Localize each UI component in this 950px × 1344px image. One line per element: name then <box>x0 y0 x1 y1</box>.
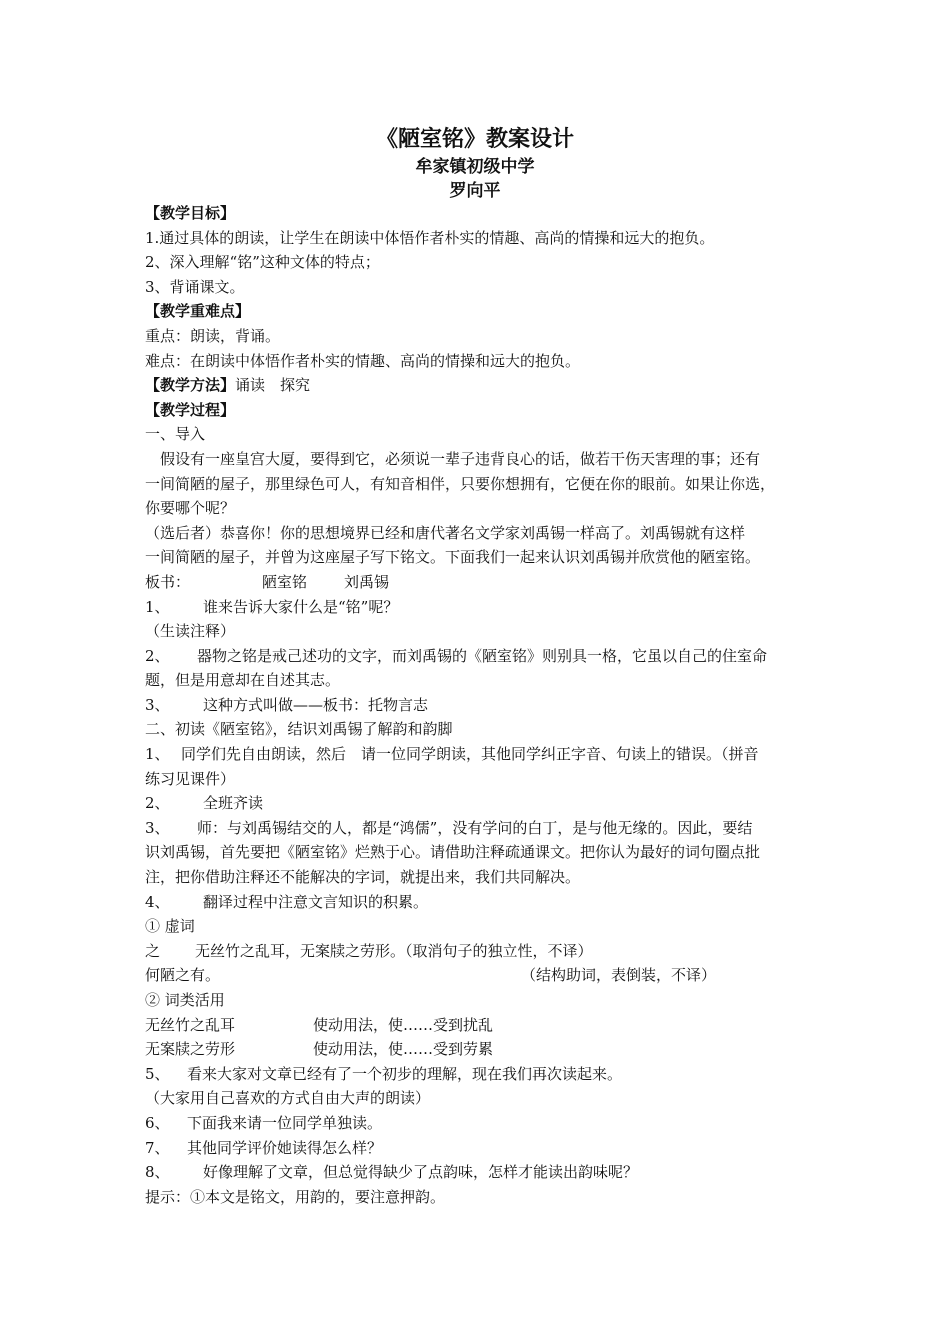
method-heading: 【教学方法】 <box>145 376 236 395</box>
paragraph-line: 识刘禹锡，首先要把《陋室铭》烂熟于心。请借助注释疏通课文。把你认为最好的词句圈点批 <box>145 843 761 862</box>
list-item <box>145 1062 825 1087</box>
example-text: 无丝竹之乱耳，无案牍之劳形。（取消句子的独立性，不译） <box>195 941 593 960</box>
board-line <box>145 570 825 595</box>
list-item <box>145 1136 825 1161</box>
process-heading: 【教学过程】 <box>145 400 236 419</box>
list-text: 好像理解了文章，但总觉得缺少了点韵味，怎样才能读出韵味呢？ <box>203 1163 639 1182</box>
example-note: 使动用法，使……受到劳累 <box>313 1040 494 1059</box>
method-line <box>145 373 825 398</box>
paragraph-line: （选后者）恭喜你！你的思想境界已经和唐代著名文学家刘禹锡一样高了。刘禹锡就有这样 <box>145 523 746 542</box>
example-note: （结构助词，表倒装，不译） <box>521 966 717 985</box>
paragraph-line: 练习见课件） <box>145 769 236 788</box>
method-text: 诵读 探究 <box>235 376 311 395</box>
list-number: 8、 <box>145 1163 170 1182</box>
list-number: 1、 <box>145 745 170 764</box>
paragraph-line: 一间简陋的屋子，那里绿色可人，有知音相伴，只要你想拥有，它便在你的眼前。如果让你选， <box>145 474 776 493</box>
paragraph-line: 假设有一座皇宫大厦，要得到它，必须说一辈子违背良心的话，做若干伤天害理的事；还有 <box>145 449 761 468</box>
document-body <box>145 201 825 1209</box>
paragraph-line: 一间简陋的屋子，并曾为这座屋子写下铭文。下面我们一起来认识刘禹锡并欣赏他的陋室铭。 <box>145 548 761 567</box>
note-line: （大家用自己喜欢的方式自由大声的朗读） <box>145 1089 431 1108</box>
list-text: 谁来告诉大家什么是“铭”呢？ <box>203 597 399 616</box>
list-text: 同学们先自由朗读，然后 请一位同学朗读，其他同学纠正字音、句读上的错误。（拼音 <box>181 745 759 764</box>
list-number: 3、 <box>145 695 170 714</box>
list-text: 师：与刘禹锡结交的人，都是“鸿儒”，没有学问的白丁，是与他无缘的。因此，要结 <box>197 818 753 837</box>
difficult-point: 难点：在朗读中体悟作者朴实的情趣、高尚的情操和远大的抱负。 <box>145 351 581 370</box>
list-item <box>145 644 825 669</box>
paragraph-line: 你要哪个呢？ <box>145 499 236 518</box>
list-number: 3、 <box>145 818 170 837</box>
doc-title: 《陋室铭》教案设计 <box>375 127 574 152</box>
sub-heading: ① 虚词 <box>145 917 195 936</box>
example-text: 无案牍之劳形 <box>145 1040 236 1059</box>
author-name: 罗向平 <box>449 181 501 201</box>
list-text: 翻译过程中注意文言知识的积累。 <box>203 892 429 911</box>
sub-heading: ② 词类活用 <box>145 991 225 1009</box>
example-word: 之 <box>145 941 161 960</box>
paragraph-line: 题，但是用意却在自述其志。 <box>145 671 341 690</box>
example-line <box>145 1013 825 1038</box>
goal-item: 1.通过具体的朗读，让学生在朗读中体悟作者朴实的情趣、高尚的情操和远大的抱负。 <box>145 228 715 247</box>
example-line <box>145 963 825 988</box>
board-author: 刘禹锡 <box>344 572 390 591</box>
key-points-heading: 【教学重难点】 <box>145 302 251 321</box>
list-text: 这种方式叫做——板书：托物言志 <box>203 695 429 714</box>
goal-item: 3、背诵课文。 <box>145 277 245 296</box>
list-number: 4、 <box>145 892 170 911</box>
list-number: 1、 <box>145 597 170 616</box>
list-text: 看来大家对文章已经有了一个初步的理解，现在我们再次读起来。 <box>187 1064 623 1083</box>
note-line: （生读注释） <box>145 622 236 641</box>
key-point: 重点：朗读，背诵。 <box>145 326 281 345</box>
list-number: 7、 <box>145 1138 170 1157</box>
goal-item: 2、深入理解“铭”这种文体的特点； <box>145 253 380 272</box>
list-item <box>145 890 825 915</box>
hint-line: 提示：①本文是铭文，用韵的，要注意押韵。 <box>145 1187 446 1206</box>
list-item <box>145 791 825 816</box>
example-note: 使动用法，使……受到扰乱 <box>313 1015 494 1034</box>
list-item <box>145 816 825 841</box>
list-item <box>145 595 825 620</box>
list-text: 全班齐读 <box>203 794 264 813</box>
part-title: 二、初读《陋室铭》，结识刘禹锡了解韵和韵脚 <box>145 720 453 739</box>
list-item <box>145 1160 825 1185</box>
board-label: 板书： <box>145 572 191 591</box>
list-number: 2、 <box>145 646 170 665</box>
goals-heading: 【教学目标】 <box>145 204 236 222</box>
list-text: 器物之铭是戒己述功的文字，而刘禹锡的《陋室铭》则别具一格，它虽以自己的住室命 <box>197 646 768 665</box>
part-title: 一、导入 <box>145 425 206 444</box>
board-title: 陋室铭 <box>262 572 308 591</box>
example-text: 何陋之有。 <box>145 966 221 985</box>
list-number: 6、 <box>145 1113 170 1132</box>
list-number: 5、 <box>145 1064 170 1083</box>
paragraph-line: 注，把你借助注释还不能解决的字词，就提出来，我们共同解决。 <box>145 868 581 887</box>
example-line <box>145 1037 825 1062</box>
list-number: 2、 <box>145 794 170 813</box>
list-item <box>145 693 825 718</box>
example-line <box>145 939 825 964</box>
example-text: 无丝竹之乱耳 <box>145 1015 236 1034</box>
list-item <box>145 1111 825 1136</box>
list-text: 其他同学评价她读得怎么样？ <box>187 1138 383 1157</box>
list-item <box>145 742 825 767</box>
school-name: 牟家镇初级中学 <box>415 157 535 177</box>
list-text: 下面我来请一位同学单独读。 <box>187 1113 383 1132</box>
